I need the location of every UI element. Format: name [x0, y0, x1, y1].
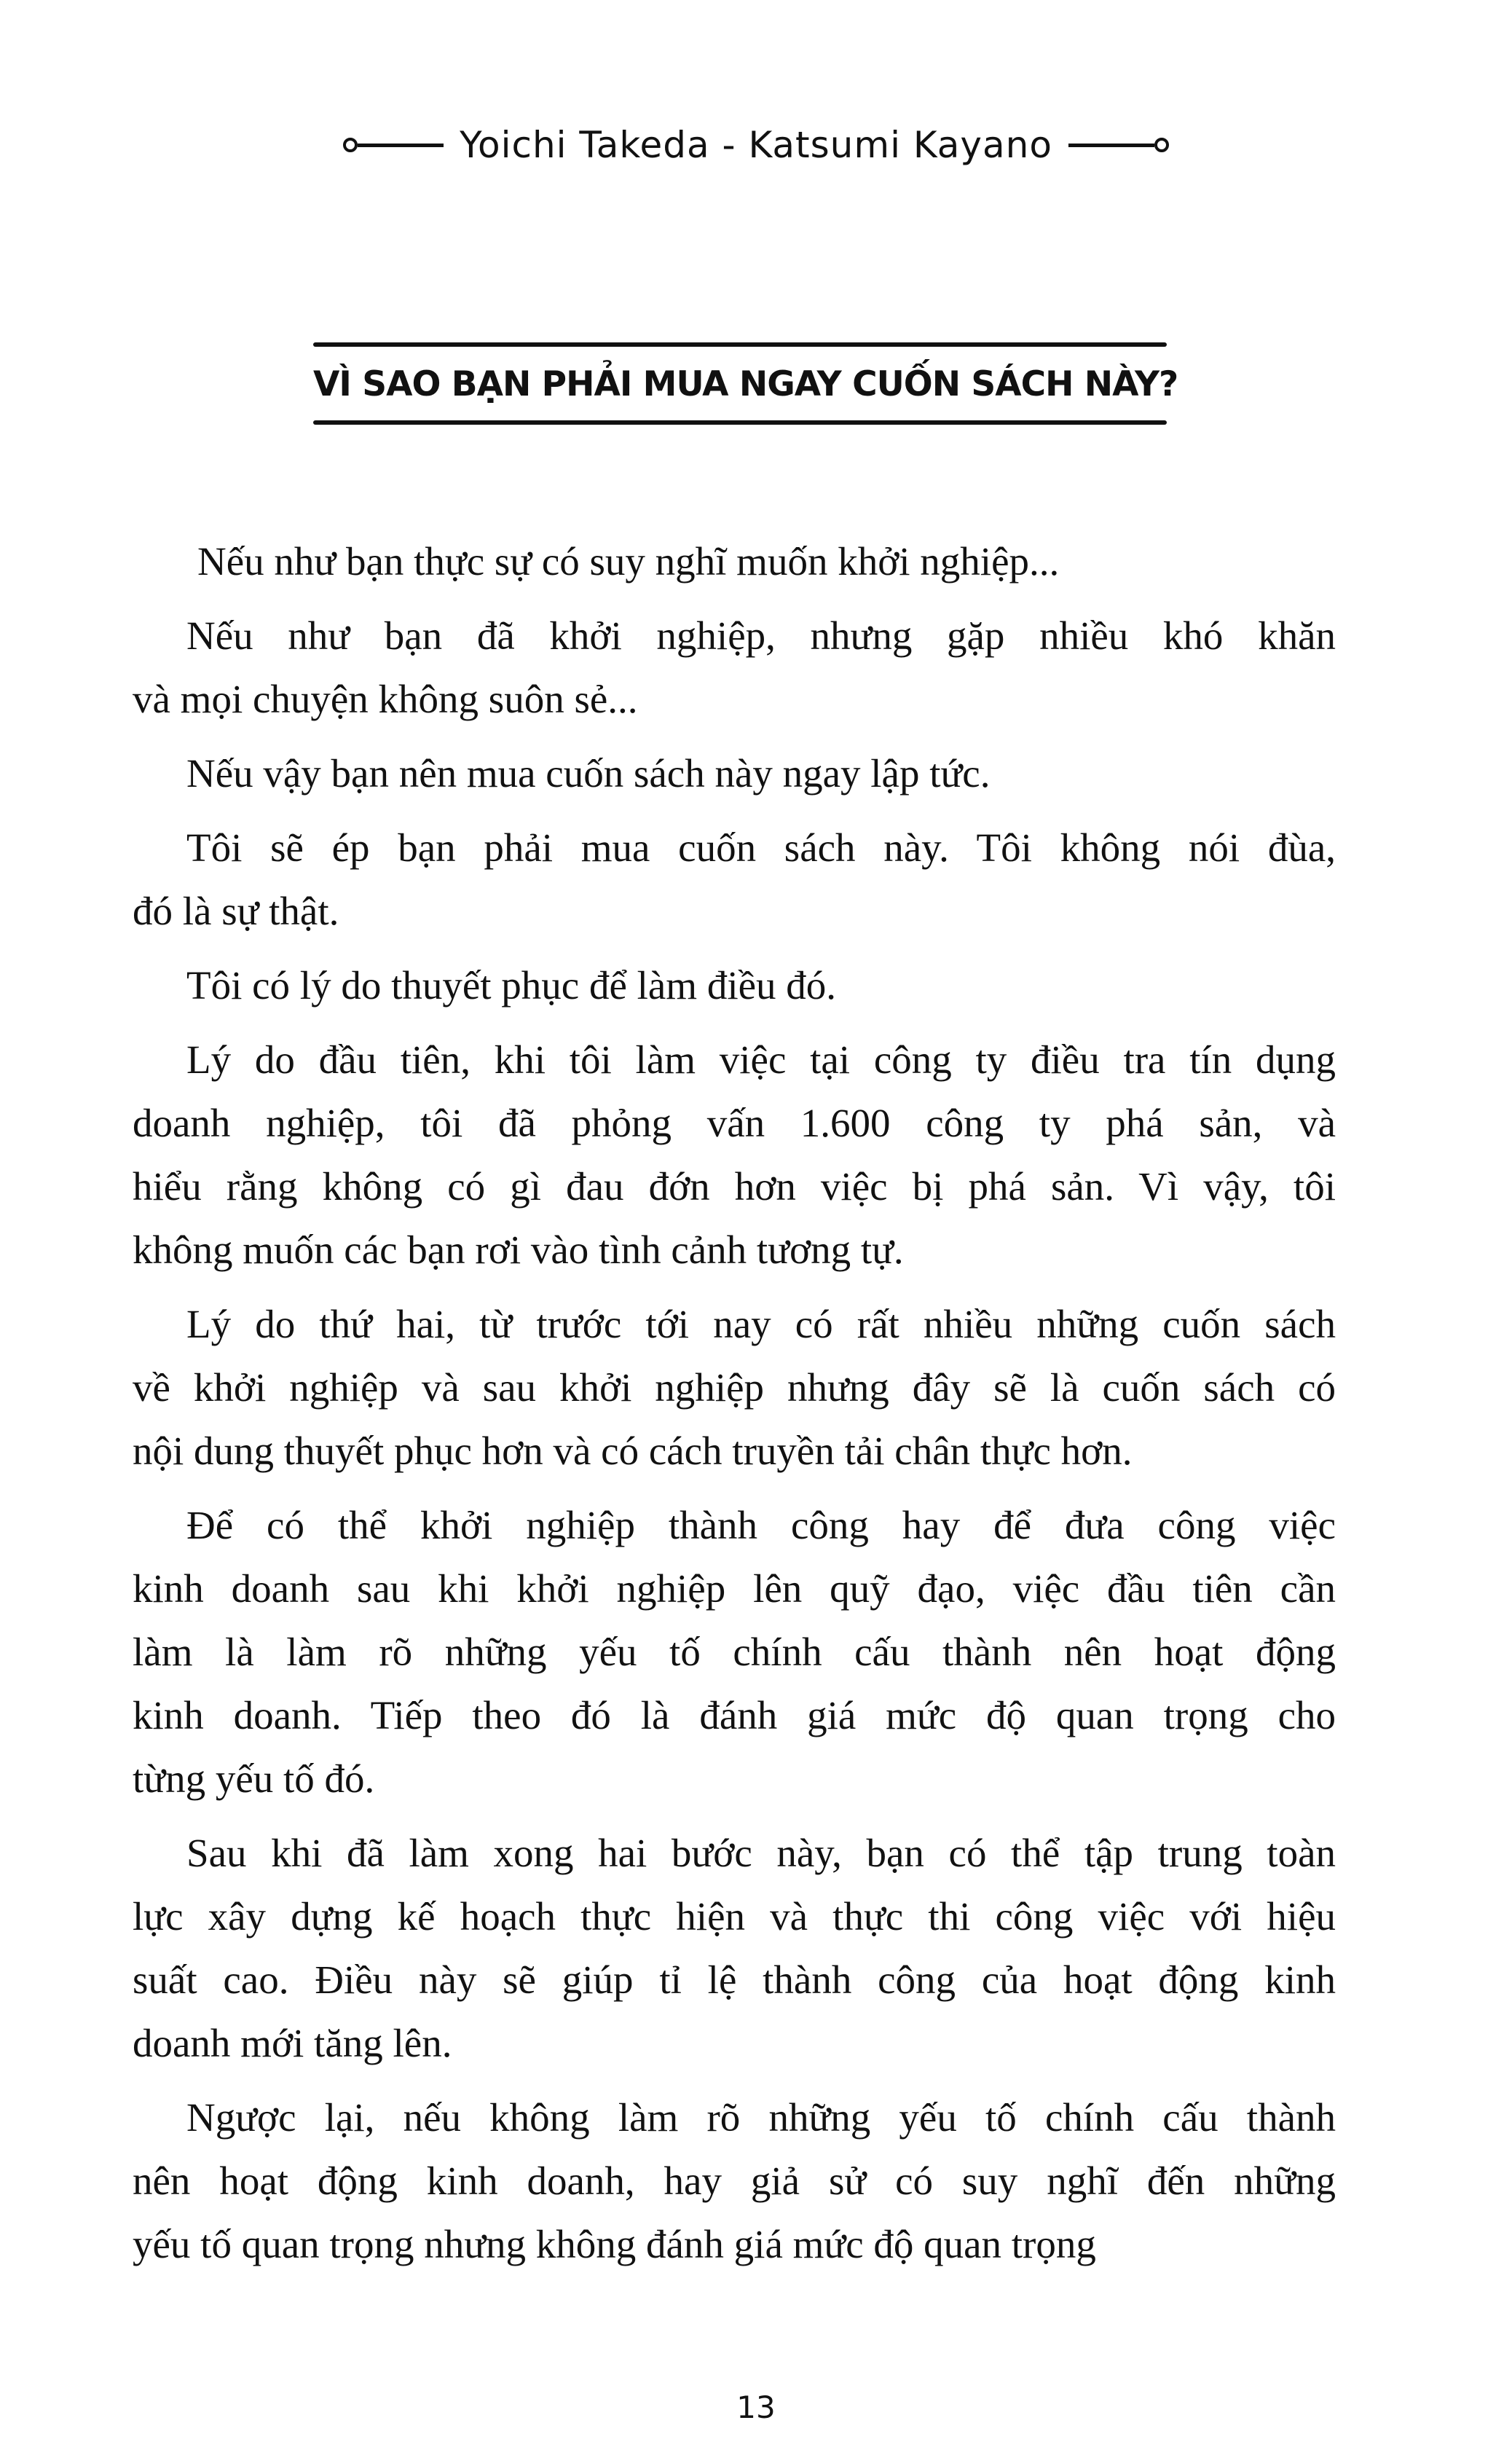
header-ornament-left	[343, 138, 444, 152]
text-line: từng yếu tố đó.	[133, 1756, 375, 1801]
text-line: yếu tố quan trọng nhưng không đánh giá mức độ quan trọng	[133, 2222, 1096, 2266]
paragraph	[133, 1821, 1336, 2075]
header-ornament-right	[1068, 138, 1169, 152]
text-line: Nếu vậy bạn nên mua cuốn sách này ngay lập tức.	[186, 751, 991, 796]
text-line: hiểu rằng không có gì đau đớn hơn việc bị phá sản. Vì vậy, tôi	[133, 1164, 1336, 1209]
text-line: doanh mới tăng lên.	[133, 2021, 452, 2065]
text-line: nội dung thuyết phục hơn và có cách truyền tải chân thực hơn.	[133, 1429, 1133, 1473]
text-line: và mọi chuyện không suôn sẻ...	[133, 677, 638, 721]
paragraph	[133, 1493, 1336, 1810]
text-line: đó là sự thật.	[133, 889, 339, 933]
heading-rule-bottom	[313, 420, 1167, 425]
text-line: kinh doanh. Tiếp theo đó là đánh giá mức độ quan trọng cho	[133, 1693, 1336, 1737]
paragraph	[133, 2086, 1336, 2276]
page-number: 13	[736, 2389, 776, 2425]
text-line: Lý do thứ hai, từ trước tới nay có rất nhiều những cuốn sách	[186, 1302, 1336, 1346]
paragraph	[133, 816, 1336, 943]
text-line: lực xây dựng kế hoạch thực hiện và thực thi công việc với hiệu	[133, 1894, 1336, 1939]
text-line: suất cao. Điều này sẽ giúp tỉ lệ thành công của hoạt động kinh	[133, 1957, 1336, 2002]
paragraph	[133, 954, 1336, 1017]
text-line: Nếu như bạn thực sự có suy nghĩ muốn khởi nghiệp...	[197, 539, 1060, 584]
text-line: Ngược lại, nếu không làm rõ những yếu tố chính cấu thành	[186, 2095, 1336, 2140]
text-line: làm là làm rõ những yếu tố chính cấu thành nên hoạt động	[133, 1630, 1336, 1674]
paragraph	[133, 1028, 1336, 1281]
paragraph	[133, 742, 1336, 805]
running-header	[0, 124, 1512, 166]
text-line: về khởi nghiệp và sau khởi nghiệp nhưng đây sẽ là cuốn sách có	[133, 1365, 1336, 1410]
paragraph	[133, 1292, 1336, 1482]
text-line: nên hoạt động kinh doanh, hay giả sử có suy nghĩ đến những	[133, 2159, 1336, 2203]
running-header-authors: Yoichi Takeda - Katsumi Kayano	[460, 124, 1052, 166]
text-line: không muốn các bạn rơi vào tình cảnh tương tự.	[133, 1228, 904, 1272]
paragraph	[133, 604, 1336, 731]
text-line: Để có thể khởi nghiệp thành công hay để đưa công việc	[186, 1503, 1336, 1547]
body-text	[133, 530, 1336, 2276]
text-line: Lý do đầu tiên, khi tôi làm việc tại công ty điều tra tín dụng	[186, 1037, 1336, 1082]
text-line: Tôi có lý do thuyết phục để làm điều đó.	[186, 963, 837, 1008]
text-line: doanh nghiệp, tôi đã phỏng vấn 1.600 công ty phá sản, và	[133, 1101, 1336, 1145]
section-heading-block	[313, 342, 1178, 425]
text-line: Nếu như bạn đã khởi nghiệp, nhưng gặp nhiều khó khăn	[186, 613, 1336, 658]
section-heading: VÌ SAO BẠN PHẢI MUA NGAY CUỐN SÁCH NÀY?	[313, 364, 1178, 404]
paragraph	[133, 530, 1336, 593]
text-line: Tôi sẽ ép bạn phải mua cuốn sách này. Tôi không nói đùa,	[186, 825, 1336, 870]
text-line: kinh doanh sau khi khởi nghiệp lên quỹ đạo, việc đầu tiên cần	[133, 1566, 1336, 1611]
text-line: Sau khi đã làm xong hai bước này, bạn có thể tập trung toàn	[186, 1831, 1336, 1875]
